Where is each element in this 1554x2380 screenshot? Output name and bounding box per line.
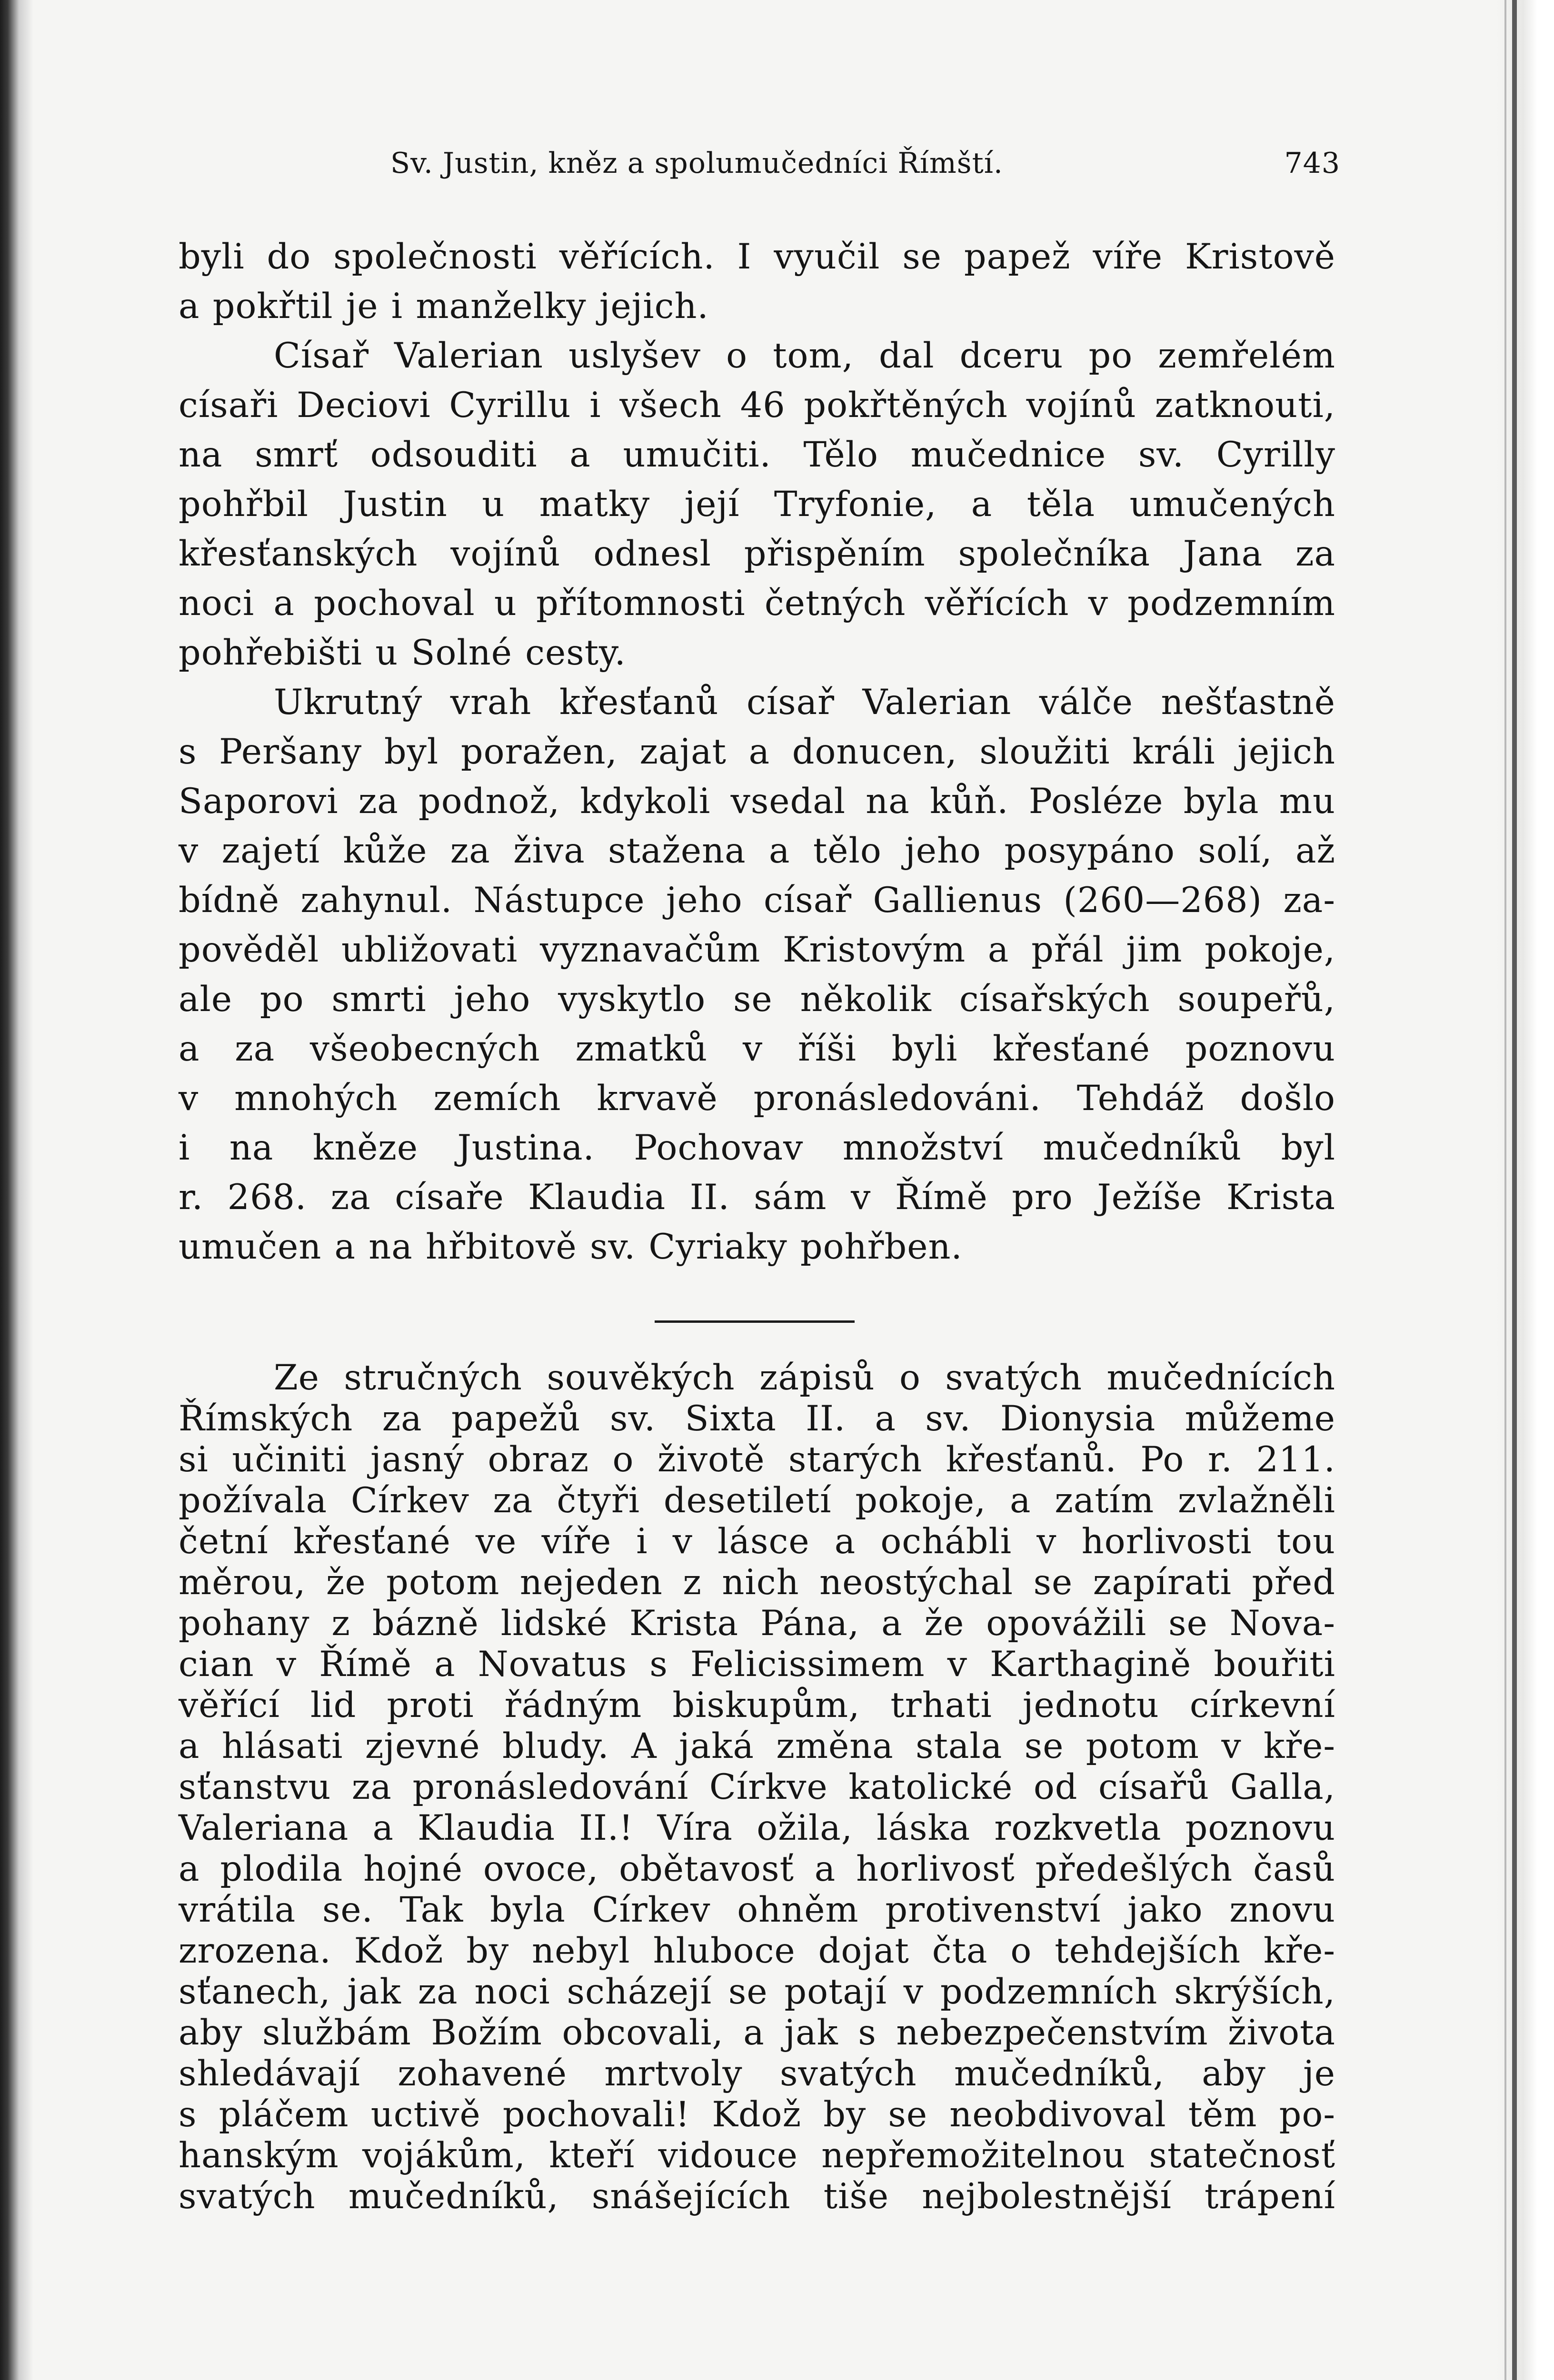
- text-line: aby službám Božím obcovali, a jak s nebezpečenstvím života: [179, 2013, 1335, 2053]
- text-line: Ze stručných souvěkých zápisů o svatých mučednících: [274, 1358, 1335, 1398]
- text-block-lower: [179, 1358, 1335, 2217]
- text-line: umučen a na hřbitově sv. Cyriaky pohřben.: [179, 1227, 963, 1267]
- text-line: noci a pochoval u přítomnosti četných věřících v podzemním: [179, 583, 1335, 624]
- text-line: cian v Římě a Novatus s Felicissimem v Karthagině bouřiti: [179, 1644, 1335, 1685]
- page-header: [390, 147, 1340, 185]
- page-edge-right-line: [1512, 0, 1517, 2380]
- text-line: a plodila hojné ovoce, obětavosť a horlivosť předešlých časů: [179, 1849, 1335, 1889]
- text-line: Ukrutný vrah křesťanů císař Valerian válče nešťastně: [274, 682, 1335, 723]
- running-head: Sv. Justin, kněz a spolumučedníci Římští.: [390, 147, 1003, 180]
- page-edge-left: [0, 0, 33, 2380]
- text-line: hanským vojákům, kteří vidouce nepřemožitelnou statečnosť: [179, 2135, 1335, 2176]
- text-line: pověděl ubližovati vyznavačům Kristovým a přál jim pokoje,: [179, 930, 1335, 970]
- text-line: křesťanských vojínů odnesl přispěním společníka Jana za: [179, 534, 1335, 574]
- text-line: r. 268. za císaře Klaudia II. sám v Římě pro Ježíše Krista: [179, 1177, 1335, 1218]
- text-line: věřící lid proti řádným biskupům, trhati jednotu církevní: [179, 1685, 1335, 1726]
- text-line: ale po smrti jeho vyskytlo se několik císařských soupeřů,: [179, 979, 1335, 1020]
- section-separator-rule: [655, 1320, 855, 1323]
- text-line: vrátila se. Tak byla Církev ohněm protivenství jako znovu: [179, 1890, 1335, 1930]
- text-line: zrozena. Kdož by nebyl hluboce dojat čta o tehdejších kře-: [179, 1931, 1335, 1971]
- text-line: Valeriana a Klaudia II.! Víra ožila, láska rozkvetla poznovu: [179, 1808, 1335, 1848]
- text-line: pohřbil Justin u matky její Tryfonie, a těla umučených: [179, 484, 1335, 525]
- text-line: měrou, že potom nejeden z nich neostýchal se zapírati před: [179, 1562, 1335, 1603]
- text-line: si učiniti jasný obraz o životě starých křesťanů. Po r. 211.: [179, 1439, 1335, 1480]
- text-line: shledávají zohavené mrtvoly svatých mučedníků, aby je: [179, 2053, 1335, 2094]
- text-line: a hlásati zjevné bludy. A jaká změna stala se potom v kře-: [179, 1726, 1335, 1766]
- text-line: sťanstvu za pronásledování Církve katolické od císařů Galla,: [179, 1767, 1335, 1807]
- text-line: byli do společnosti věřících. I vyučil se papež víře Kristově: [179, 237, 1335, 277]
- text-line: Saporovi za podnož, kdykoli vsedal na kůň. Posléze byla mu: [179, 781, 1335, 822]
- text-line: četní křesťané ve víře i v lásce a ochábli v horlivosti tou: [179, 1521, 1335, 1562]
- text-line: i na kněze Justina. Pochovav množství mučedníků byl: [179, 1128, 1335, 1168]
- text-line: požívala Církev za čtyři desetiletí pokoje, a zatím zvlažněli: [179, 1480, 1335, 1521]
- text-line: s pláčem uctivě pochovali! Kdož by se neobdivoval těm po-: [179, 2094, 1335, 2135]
- text-line: s Peršany byl poražen, zajat a donucen, sloužiti králi jejich: [179, 732, 1335, 772]
- text-line: a za všeobecných zmatků v říši byli křesťané poznovu: [179, 1029, 1335, 1069]
- text-line: pohany z bázně lidské Krista Pána, a že opovážili se Nova-: [179, 1603, 1335, 1644]
- text-line: na smrť odsouditi a umučiti. Tělo mučednice sv. Cyrilly: [179, 435, 1335, 475]
- text-line: sťanech, jak za noci scházejí se potají v podzemních skrýších,: [179, 1972, 1335, 2012]
- text-line: Císař Valerian uslyšev o tom, dal dceru po zemřelém: [274, 336, 1335, 376]
- text-line: Římských za papežů sv. Sixta II. a sv. Dionysia můžeme: [179, 1398, 1335, 1439]
- page-edge-right-line-thin: [1504, 0, 1506, 2380]
- text-line: v mnohých zemích krvavě pronásledováni. Tehdáž došlo: [179, 1078, 1335, 1119]
- page-number: 743: [1284, 147, 1340, 180]
- text-line: bídně zahynul. Nástupce jeho císař Gallienus (260—268) za-: [179, 880, 1335, 921]
- text-line: v zajetí kůže za živa stažena a tělo jeho posypáno solí, až: [179, 831, 1335, 871]
- text-line: císaři Deciovi Cyrillu i všech 46 pokřtěných vojínů zatknouti,: [179, 385, 1335, 426]
- text-line: pohřebišti u Solné cesty.: [179, 633, 626, 673]
- text-line: a pokřtil je i manželky jejich.: [179, 286, 709, 327]
- text-line: svatých mučedníků, snášejících tiše nejbolestnější trápení: [179, 2176, 1335, 2217]
- text-block-upper: [179, 232, 1335, 1272]
